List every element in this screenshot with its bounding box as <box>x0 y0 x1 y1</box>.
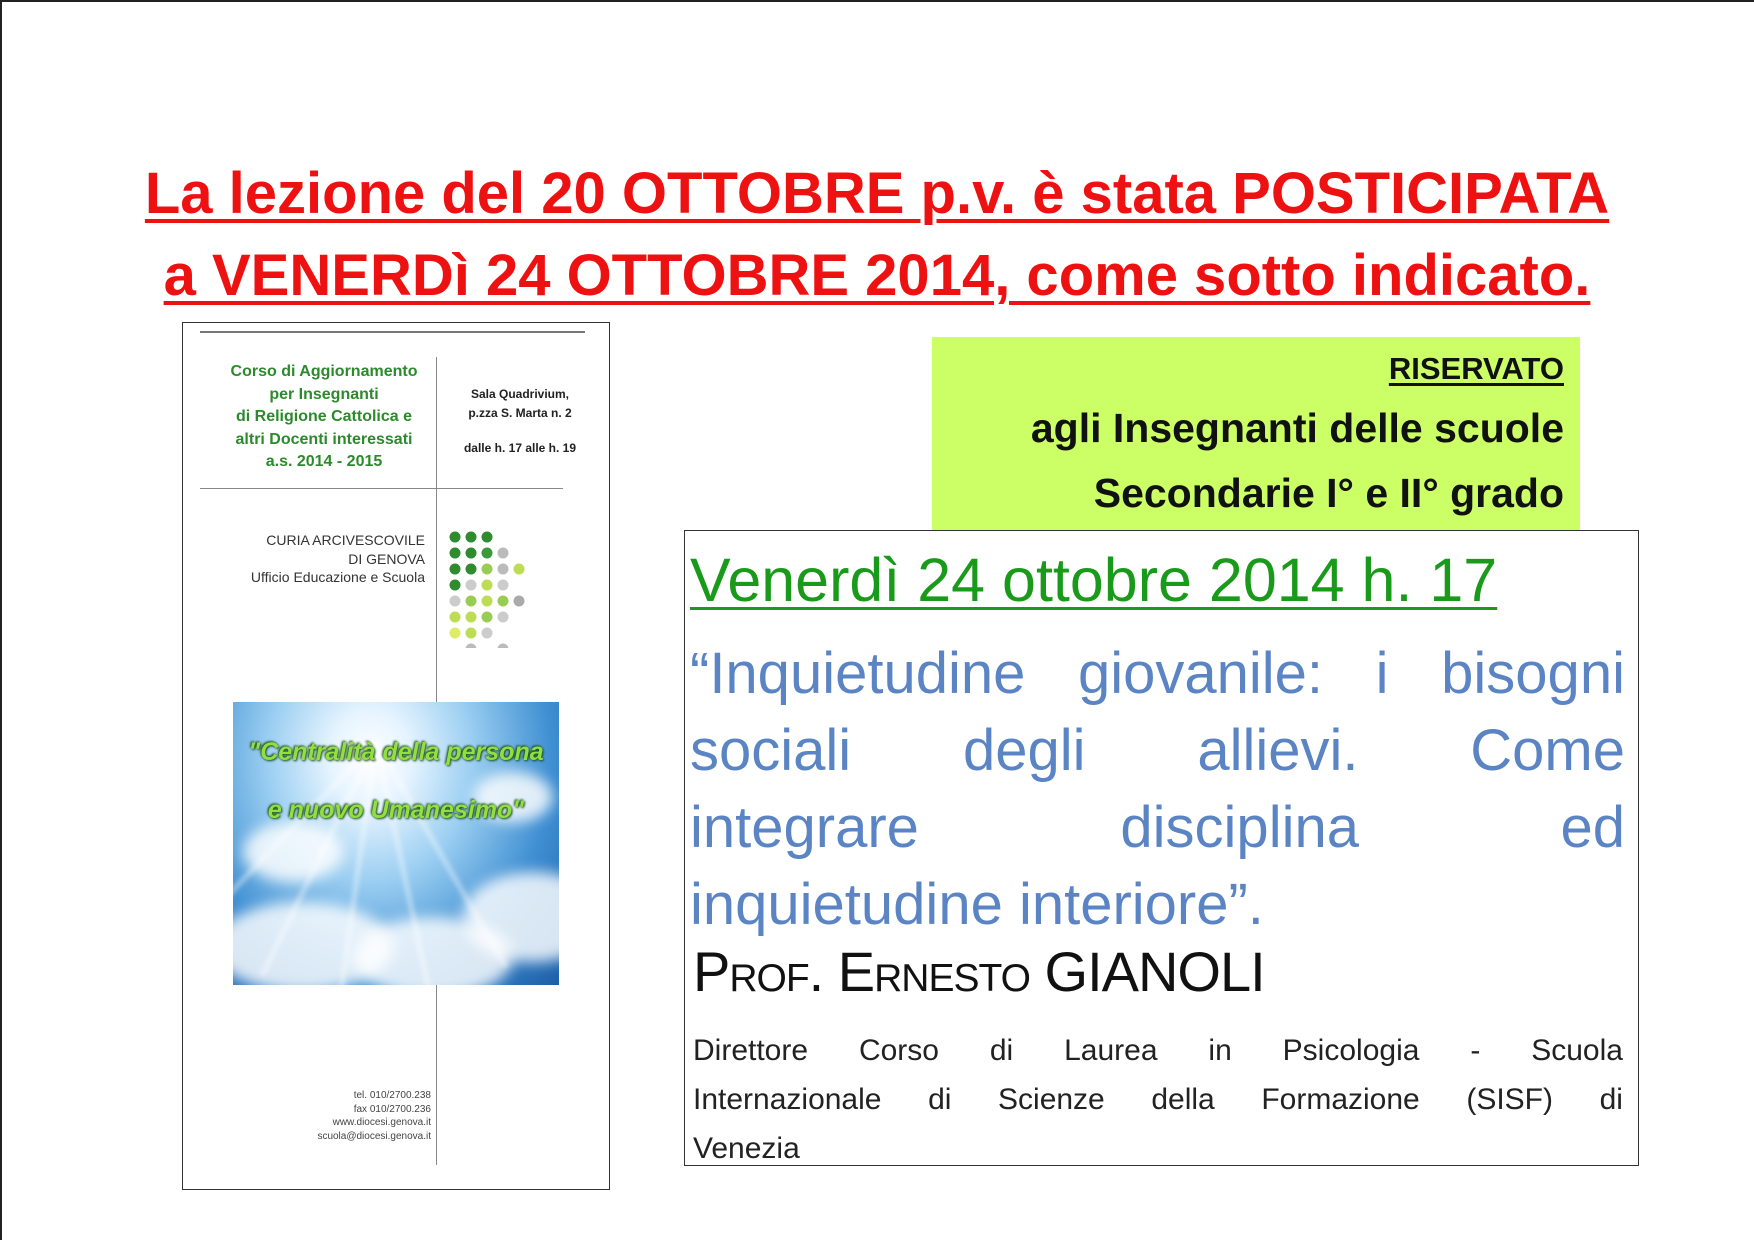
description-word: di <box>928 1083 952 1116</box>
title-line <box>690 635 1625 712</box>
curia-line: CURIA ARCIVESCOVILE <box>266 532 425 548</box>
flyer-curia <box>221 531 425 587</box>
course-line: per Insegnanti <box>269 385 379 403</box>
title-word: allievi. <box>1197 718 1359 783</box>
venue-line: Sala Quadrivium, <box>470 387 570 401</box>
contact-line: scuola@diocesi.genova.it <box>317 1130 431 1142</box>
description-word: Psicologia <box>1282 1034 1420 1067</box>
title-word: disciplina <box>1120 795 1359 860</box>
speaker-description <box>693 1026 1623 1173</box>
speaker-name: Prof. Ernesto GIANOLI <box>693 940 1265 1003</box>
description-line <box>693 1075 1623 1124</box>
title-word: Come <box>1470 718 1625 783</box>
description-word: - <box>1470 1034 1481 1067</box>
flyer-contacts <box>263 1089 431 1143</box>
dot-pattern-logo <box>446 528 536 648</box>
flyer-hours: dalle h. 17 alle h. 19 <box>463 441 577 455</box>
description-word: Internazionale <box>693 1083 882 1116</box>
reserved-audience-line-2: Secondarie I° e II° grado <box>1093 470 1564 516</box>
title-word: integrare <box>690 795 919 860</box>
venue-line: p.zza S. Marta n. 2 <box>468 406 572 420</box>
title-word: sociali <box>690 718 852 783</box>
title-word: inquietudine interiore”. <box>690 872 1264 937</box>
description-line <box>693 1026 1623 1075</box>
reserved-audience-line-1: agli Insegnanti delle scuole <box>1030 405 1564 451</box>
reserved-banner <box>932 337 1580 543</box>
flyer-course-title <box>221 361 427 474</box>
title-word: “Inquietudine <box>690 641 1026 706</box>
dot-grid-icon <box>450 532 525 649</box>
description-word: Corso <box>858 1034 939 1067</box>
title-line <box>690 866 1625 943</box>
description-word: (SISF) <box>1466 1083 1553 1116</box>
course-line: di Religione Cattolica e <box>235 408 413 425</box>
contact-line: tel. 010/2700.238 <box>353 1090 431 1101</box>
course-line: a.s. 2014 - 2015 <box>265 453 383 470</box>
lecture-title <box>690 635 1625 943</box>
reserved-label: RISERVATO <box>1388 351 1564 386</box>
title-line <box>690 712 1625 789</box>
image-slogan-line: "Centralità della persona <box>248 738 544 766</box>
description-word: Scuola <box>1531 1034 1623 1067</box>
flyer-venue <box>445 385 595 423</box>
title-word: ed <box>1560 795 1625 860</box>
curia-line: DI GENOVA <box>348 550 425 567</box>
title-word: bisogni <box>1441 641 1625 706</box>
flyer-top-rule <box>200 331 585 333</box>
course-line: altri Docenti interessati <box>235 430 413 448</box>
flyer-horizontal-rule <box>200 488 563 489</box>
description-word: Scienze <box>998 1083 1105 1116</box>
title-word: degli <box>962 718 1086 783</box>
description-word: Laurea <box>1064 1034 1158 1067</box>
title-word: giovanile: <box>1077 641 1324 706</box>
title-word: i <box>1375 641 1389 706</box>
image-slogan-line: e nuovo Umanesimo" <box>267 796 525 824</box>
course-line: Corso di Aggiornamento <box>230 363 418 380</box>
description-word: in <box>1208 1034 1232 1067</box>
headline-line-1: La lezione del 20 OTTOBRE p.v. è stata POSTICIPATA <box>144 161 1610 226</box>
contact-line: fax 010/2700.236 <box>353 1103 431 1115</box>
description-word: di <box>1599 1083 1623 1116</box>
description-word: della <box>1151 1083 1215 1116</box>
sky-image <box>233 702 559 985</box>
event-date: Venerdì 24 ottobre 2014 h. 17 <box>690 546 1498 614</box>
event-box <box>684 530 1639 1166</box>
title-line <box>690 789 1625 866</box>
description-line <box>693 1124 1623 1173</box>
description-word: Formazione <box>1261 1083 1420 1116</box>
course-flyer <box>182 322 610 1190</box>
description-word: Venezia <box>693 1132 800 1165</box>
description-word: di <box>989 1034 1014 1067</box>
curia-line: Ufficio Educazione e Scuola <box>250 569 425 585</box>
contact-line: www.diocesi.genova.it <box>332 1117 431 1128</box>
headline-line-2: a VENERDì 24 OTTOBRE 2014, come sotto indicato. <box>163 243 1591 308</box>
description-word: Direttore <box>693 1034 809 1067</box>
